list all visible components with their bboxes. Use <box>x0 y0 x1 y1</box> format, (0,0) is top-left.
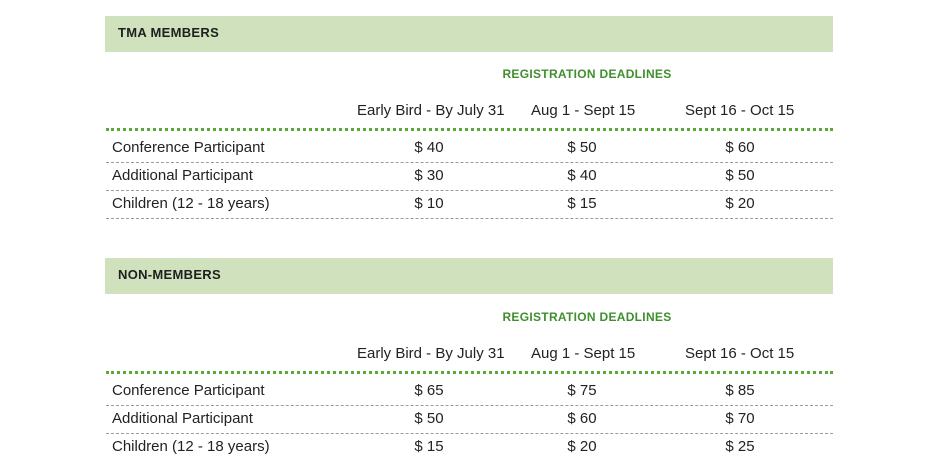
price-cell: $ 60 <box>567 410 597 427</box>
column-header-early-bird: Early Bird - By July 31 <box>357 345 505 362</box>
column-header-aug-sept: Aug 1 - Sept 15 <box>531 102 636 119</box>
row-label: Additional Participant <box>112 410 253 427</box>
price-cell: $ 65 <box>414 382 444 399</box>
table-row <box>106 162 833 191</box>
header-divider <box>106 371 833 374</box>
row-label: Children (12 - 18 years) <box>112 195 270 212</box>
registration-deadlines-heading: REGISTRATION DEADLINES <box>502 310 672 324</box>
price-cell: $ 50 <box>414 410 444 427</box>
price-cell: $ 75 <box>567 382 597 399</box>
registration-deadlines-heading: REGISTRATION DEADLINES <box>502 67 672 81</box>
table-row <box>106 134 833 163</box>
price-cell: $ 40 <box>567 167 597 184</box>
price-cell: $ 30 <box>414 167 444 184</box>
row-label: Conference Participant <box>112 139 265 156</box>
price-cell: $ 50 <box>567 139 597 156</box>
column-header-aug-sept: Aug 1 - Sept 15 <box>531 345 636 362</box>
price-cell: $ 20 <box>725 195 755 212</box>
row-label: Conference Participant <box>112 382 265 399</box>
price-cell: $ 70 <box>725 410 755 427</box>
section-title: NON-MEMBERS <box>118 267 221 282</box>
row-label: Children (12 - 18 years) <box>112 438 270 455</box>
section-header-band <box>105 258 833 294</box>
price-cell: $ 40 <box>414 139 444 156</box>
section-header-band <box>105 16 833 52</box>
table-row <box>106 190 833 219</box>
price-cell: $ 10 <box>414 195 444 212</box>
section-title: TMA MEMBERS <box>118 25 220 40</box>
table-row <box>106 377 833 406</box>
column-header-early-bird: Early Bird - By July 31 <box>357 102 505 119</box>
row-label: Additional Participant <box>112 167 253 184</box>
column-header-sept-oct: Sept 16 - Oct 15 <box>685 345 795 362</box>
table-row <box>106 433 833 461</box>
header-divider <box>106 128 833 131</box>
price-cell: $ 15 <box>414 438 444 455</box>
column-header-sept-oct: Sept 16 - Oct 15 <box>685 102 795 119</box>
price-cell: $ 60 <box>725 139 755 156</box>
price-cell: $ 25 <box>725 438 755 455</box>
price-cell: $ 85 <box>725 382 755 399</box>
price-cell: $ 20 <box>567 438 597 455</box>
table-row <box>106 405 833 434</box>
price-cell: $ 50 <box>725 167 755 184</box>
price-cell: $ 15 <box>567 195 597 212</box>
